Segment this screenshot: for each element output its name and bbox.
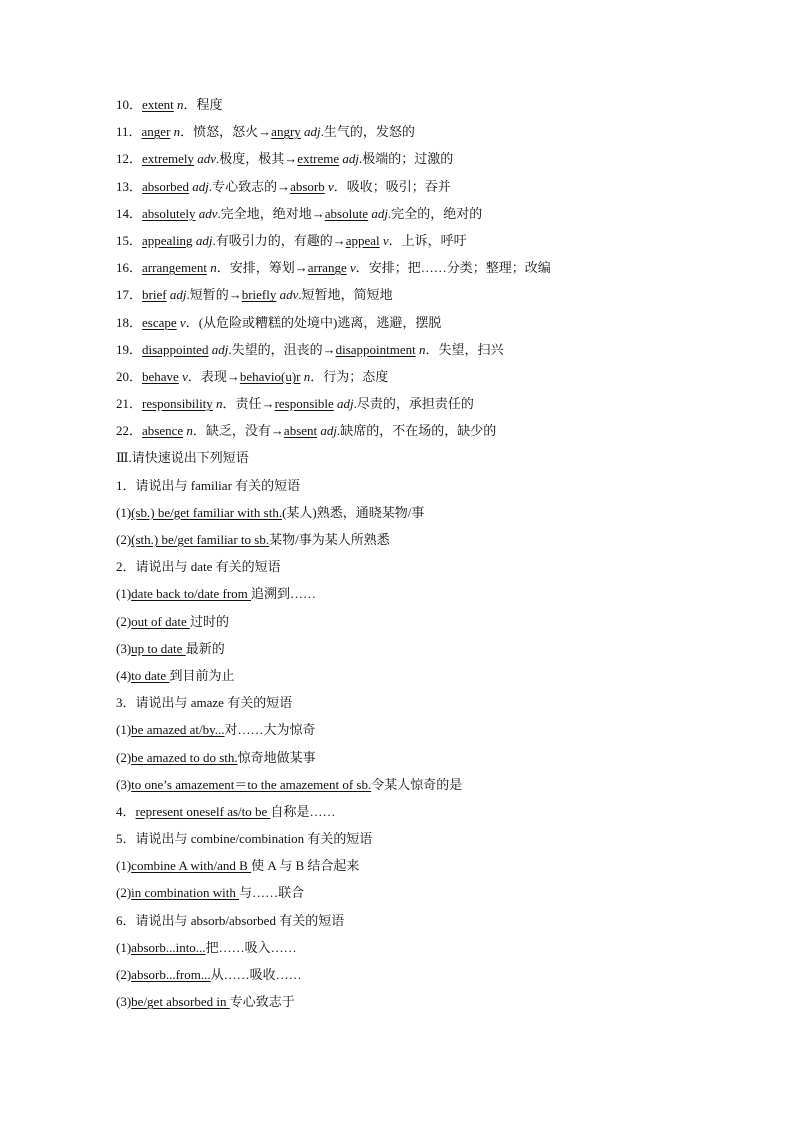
item-number: 11． [116, 124, 142, 140]
phrase-item [116, 585, 716, 612]
derivation-arrow: → [270, 423, 284, 439]
phrase-meaning: 把……吸入…… [205, 939, 297, 955]
phrase-prefix: (2) [116, 613, 132, 629]
vocab-item [116, 96, 716, 123]
headword: absolutely [142, 205, 196, 221]
phrase-meaning: 追溯到…… [251, 586, 317, 602]
derivation-arrow: → [284, 151, 298, 167]
phrase-answer: absorb...into... [131, 939, 206, 955]
phrase-group-heading [116, 830, 716, 857]
item-number: 20． [116, 368, 143, 384]
derived-word: behavio(u)r [239, 368, 301, 384]
meaning: ．责任 [222, 396, 262, 412]
part-of-speech: n [216, 396, 223, 412]
headword: arrangement [142, 260, 207, 276]
vocab-item [116, 368, 716, 395]
phrase-prefix: (1) [116, 722, 132, 738]
part-of-speech: adj [169, 287, 187, 303]
part-of-speech: adj [371, 205, 388, 221]
part-of-speech: v [328, 178, 334, 194]
vocab-item [116, 178, 716, 205]
part-of-speech: v [179, 314, 186, 330]
part-of-speech: adj [195, 232, 213, 248]
phrase-meaning: 使 A 与 B 结合起来 [251, 858, 360, 874]
phrase-prefix: (1) [116, 504, 132, 520]
phrase-prefix: 3．请说出与 amaze 有关的短语 [116, 695, 293, 711]
phrase-item [116, 667, 716, 694]
meaning: .完全的，绝对的 [387, 205, 483, 221]
part-of-speech: v [349, 260, 356, 276]
phrase-prefix: 4． [116, 803, 136, 819]
headword: anger [141, 124, 171, 140]
phrase-prefix: (1) [116, 858, 132, 874]
derivation-arrow: → [332, 232, 346, 248]
phrase-group-heading [116, 477, 716, 504]
derivation-arrow: → [261, 396, 275, 412]
phrase-meaning: 惊奇地做某事 [237, 749, 316, 765]
phrase-meaning: 某物/事为某人所熟悉 [269, 532, 390, 547]
phrase-answer: represent oneself as/to be [135, 803, 271, 819]
phrase-meaning: 与……联合 [239, 885, 305, 901]
item-number: 16． [116, 260, 143, 276]
part-of-speech: adv [279, 287, 299, 303]
phrase-item [116, 531, 716, 558]
item-number: 15． [116, 232, 143, 248]
phrase-prefix: (1) [116, 586, 132, 602]
vocab-item [116, 150, 716, 177]
phrase-prefix: (3) [116, 640, 132, 656]
phrase-answer: date back to/date from [131, 586, 252, 602]
meaning: ．表现 [187, 368, 227, 384]
part-of-speech: n [177, 97, 184, 112]
vocab-item [116, 395, 716, 422]
derived-word: absolute [324, 205, 369, 221]
item-number: 19． [116, 341, 143, 357]
meaning: .极度，极其 [216, 151, 285, 167]
headword: absence [142, 423, 184, 439]
phrase-item [116, 939, 716, 966]
derived-word: angry [271, 124, 301, 140]
derivation-arrow: → [226, 368, 240, 384]
meaning: ．安排；把……分类；整理；改编 [355, 260, 551, 276]
phrase-meaning: 自称是…… [270, 803, 336, 819]
derivation-arrow: → [322, 341, 336, 357]
meaning: ．(从危险或糟糕的处境中)逃离，逃避，摆脱 [185, 314, 442, 330]
phrase-prefix: 2．请说出与 date 有关的短语 [116, 559, 281, 575]
part-of-speech: v [182, 368, 188, 384]
item-number: 17． [116, 287, 143, 303]
phrase-item [116, 504, 716, 531]
phrase-answer: in combination with [131, 885, 240, 901]
phrase-item [116, 857, 716, 884]
item-number: 12． [116, 151, 143, 167]
part-of-speech: adj [320, 423, 338, 439]
part-of-speech: n [186, 423, 193, 439]
derived-word: arrange [307, 260, 347, 276]
phrase-item [116, 776, 716, 803]
phrase-item [116, 884, 716, 911]
headword: appealing [142, 232, 193, 248]
section-title: Ⅲ.请快速说出下列短语 [116, 450, 249, 466]
derived-word: disappointment [335, 341, 416, 357]
vocab-item [116, 422, 716, 449]
phrase-meaning: 过时的 [190, 613, 230, 629]
phrase-prefix: (2) [116, 749, 132, 765]
derived-word: absent [283, 423, 318, 439]
vocab-item [116, 259, 716, 286]
meaning: .短暂的 [186, 287, 229, 303]
part-of-speech: n [173, 124, 181, 140]
derivation-arrow: → [277, 178, 291, 194]
item-number: 21． [116, 396, 143, 412]
headword: absorbed [142, 178, 189, 194]
derivation-arrow: → [294, 260, 308, 276]
phrase-item [116, 640, 716, 667]
phrase-meaning: (某人)熟悉，通晓某物/事 [282, 504, 425, 520]
phrase-meaning: 令某人惊奇的是 [371, 776, 463, 792]
meaning: .完全地，绝对地 [217, 205, 312, 221]
derived-word: appeal [345, 232, 380, 248]
part-of-speech: adj [337, 396, 354, 412]
phrase-item [116, 721, 716, 748]
phrase-meaning: 对……大为惊奇 [224, 722, 316, 738]
part-of-speech: n [419, 341, 426, 357]
phrase-answer: be amazed at/by... [131, 722, 225, 738]
part-of-speech: adv [198, 205, 218, 221]
meaning: .短暂地，简短地 [298, 287, 393, 303]
item-number: 22． [116, 423, 143, 439]
phrase-prefix: (1) [116, 939, 132, 955]
meaning: .尽责的，承担责任的 [353, 396, 474, 412]
item-number: 14． [116, 205, 143, 221]
phrase-answer: (sth.) be/get familiar to sb. [131, 532, 270, 547]
meaning: ．安排，筹划 [216, 260, 295, 276]
phrase-prefix: (2) [116, 967, 132, 982]
meaning: ．行为；态度 [310, 368, 389, 384]
part-of-speech: adj [304, 124, 321, 140]
phrase-group-heading [116, 912, 716, 939]
derived-word: extreme [297, 151, 340, 167]
phrase-prefix: (2) [116, 885, 132, 901]
part-of-speech: adv [197, 151, 217, 167]
phrase-answer: be amazed to do sth. [131, 749, 238, 765]
derived-word: responsible [274, 396, 334, 412]
meaning: ．上诉，呼吁 [388, 232, 467, 248]
meaning: .失望的，沮丧的 [228, 341, 323, 357]
phrase-item [116, 993, 716, 1020]
phrase-item [116, 803, 716, 830]
vocab-item [116, 286, 716, 313]
vocab-item [116, 341, 716, 368]
vocab-item [116, 123, 716, 150]
headword: disappointed [142, 341, 209, 357]
headword: extremely [142, 151, 194, 167]
phrase-answer: to date [131, 667, 170, 683]
item-number: 18． [116, 314, 143, 330]
phrase-prefix: (2) [116, 532, 132, 547]
phrase-answer: up to date [131, 640, 186, 656]
phrase-prefix: (4) [116, 667, 132, 683]
phrase-prefix: (3) [116, 994, 132, 1010]
phrase-item [116, 613, 716, 640]
phrase-item [116, 966, 716, 993]
meaning: ．失望，扫兴 [425, 341, 504, 357]
vocab-item [116, 205, 716, 232]
document-page [116, 96, 716, 1020]
derived-word: absorb [290, 178, 325, 194]
part-of-speech: n [303, 368, 311, 384]
phrase-answer: out of date [131, 613, 191, 629]
phrase-answer: to one’s amazement＝to the amazement of sb. [131, 776, 372, 792]
item-number: 10． [116, 97, 143, 112]
meaning: .有吸引力的，有趣的 [212, 232, 333, 248]
vocab-item [116, 232, 716, 259]
meaning: ．程度 [183, 97, 223, 112]
vocab-item [116, 314, 716, 341]
phrase-group-heading [116, 694, 716, 721]
part-of-speech: n [210, 260, 217, 276]
headword: extent [142, 97, 174, 112]
phrase-meaning: 最新的 [185, 640, 225, 656]
derived-word: briefly [241, 287, 277, 303]
derivation-arrow: → [228, 287, 242, 303]
phrase-group-heading [116, 558, 716, 585]
phrase-item [116, 749, 716, 776]
phrase-answer: be/get absorbed in [131, 994, 230, 1010]
meaning: .生气的，发怒的 [320, 124, 415, 140]
phrase-meaning: 从……吸收…… [210, 967, 302, 982]
headword: responsibility [142, 396, 213, 412]
phrase-answer: absorb...from... [131, 967, 211, 982]
item-number: 13． [116, 178, 143, 194]
part-of-speech: adj [211, 341, 229, 357]
phrase-prefix: 6．请说出与 absorb/absorbed 有关的短语 [116, 912, 345, 928]
headword: brief [142, 287, 167, 303]
meaning: ．缺乏，没有 [192, 423, 271, 439]
meaning: ．吸收；吸引；吞并 [333, 178, 451, 194]
phrase-meaning: 专心致志于 [229, 994, 295, 1010]
part-of-speech: v [382, 232, 389, 248]
derivation-arrow: → [258, 124, 272, 140]
headword: escape [142, 314, 177, 330]
part-of-speech: adj [342, 151, 360, 167]
meaning: .专心致志的 [208, 178, 278, 194]
phrase-meaning: 到目前为止 [169, 667, 235, 683]
headword: behave [142, 368, 179, 384]
phrase-prefix: (3) [116, 776, 132, 792]
part-of-speech: adj [192, 178, 209, 194]
meaning: .极端的；过激的 [359, 151, 454, 167]
phrase-answer: combine A with/and B [131, 858, 252, 874]
meaning: .缺席的，不在场的，缺少的 [337, 423, 497, 439]
meaning: ．愤怒，怒火 [180, 124, 259, 140]
phrase-prefix: 1．请说出与 familiar 有关的短语 [116, 477, 301, 493]
phrase-prefix: 5．请说出与 combine/combination 有关的短语 [116, 831, 373, 847]
derivation-arrow: → [311, 205, 325, 221]
phrase-answer: (sb.) be/get familiar with sth. [131, 504, 283, 520]
